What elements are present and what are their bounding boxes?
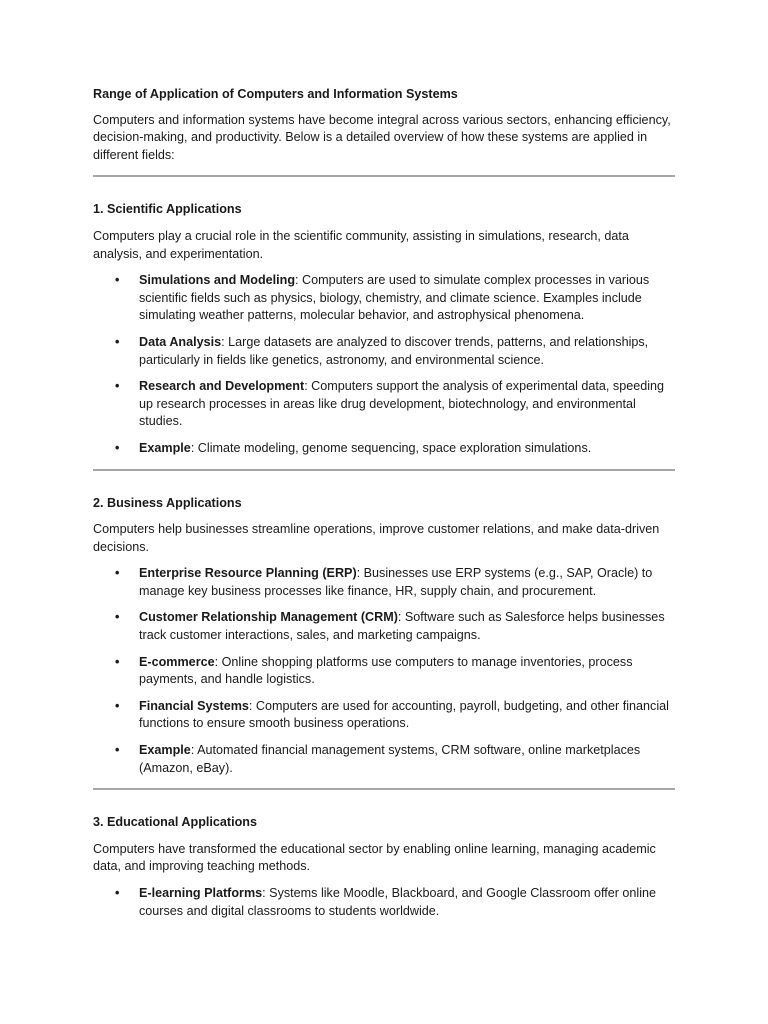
item-text: : Computers support the analysis of experimental data, speeding up research processes in areas like drug development, biotechnology, and environmental studies. [139, 379, 665, 429]
item-term: Example [139, 440, 191, 455]
item-term: Data Analysis [139, 334, 222, 349]
bullet-icon: • [115, 273, 120, 288]
item-text: : Online shopping platforms use computers to manage inventories, process payments, and handle logistics. [139, 654, 633, 687]
divider [93, 175, 675, 177]
bullet-icon: • [115, 743, 120, 758]
item-text: : Software such as Salesforce helps businesses track customer interactions, sales, and marketing campaigns. [139, 610, 665, 643]
item-term: Research and Development [139, 379, 305, 394]
item-text: : Systems like Moodle, Blackboard, and Google Classroom offer online courses and digital classrooms to students worldwide. [139, 886, 657, 918]
bullet-icon: • [115, 654, 120, 669]
bullet-icon: • [115, 440, 120, 455]
bullet-icon: • [115, 379, 120, 394]
bullet-icon: • [115, 566, 120, 581]
section-lead: Computers help businesses streamline operations, improve customer relations, and make data-driven decisions. [93, 522, 660, 554]
list-item [115, 885, 675, 920]
list-item [115, 654, 675, 689]
item-term: Simulations and Modeling [139, 273, 296, 288]
bullet-list [93, 272, 675, 457]
intro-paragraph: Computers and information systems have become integral across various sectors, enhancing efficiency, decision-making, and productivity. Below is a detailed overview of how these systems are applied in different fields: [93, 112, 671, 162]
document-page [93, 86, 675, 929]
list-item [115, 440, 675, 458]
bullet-icon: • [115, 698, 120, 713]
section-scientific [93, 201, 675, 457]
list-item [115, 698, 675, 733]
item-text: : Automated financial management systems, CRM software, online marketplaces (Amazon, eBay). [139, 743, 641, 775]
bullet-list [93, 565, 675, 777]
section-lead: Computers have transformed the educational sector by enabling online learning, managing academic data, and improving teaching methods. [93, 841, 656, 874]
item-term: Example [139, 743, 191, 758]
item-term: Financial Systems [139, 698, 249, 713]
section-educational [93, 814, 675, 920]
item-term: Customer Relationship Management (CRM) [139, 610, 398, 625]
bullet-list [93, 885, 675, 920]
bullet-icon: • [115, 886, 120, 900]
section-business [93, 495, 675, 778]
item-text: : Climate modeling, genome sequencing, space exploration simulations. [190, 440, 592, 455]
section-lead: Computers play a crucial role in the scientific community, assisting in simulations, research, data analysis, and experimentation. [93, 228, 629, 261]
item-term: Enterprise Resource Planning (ERP) [139, 566, 357, 581]
list-item [115, 742, 675, 777]
divider [93, 788, 675, 790]
list-item [115, 378, 675, 431]
item-text: : Businesses use ERP systems (e.g., SAP, Oracle) to manage key business processes like finance, HR, supply chain, and procurement. [139, 566, 653, 598]
document-title: Range of Application of Computers and Information Systems [93, 87, 458, 101]
section-heading: 3. Educational Applications [93, 815, 257, 830]
divider [93, 469, 675, 471]
list-item [115, 609, 675, 644]
item-text: : Large datasets are analyzed to discover trends, patterns, and relationships, particularly in fields like genetics, astronomy, and environmental science. [139, 334, 649, 367]
item-term: E-commerce [139, 654, 215, 669]
item-text: : Computers are used for accounting, payroll, budgeting, and other financial functions to ensure smooth business operations. [139, 698, 669, 731]
list-item [115, 272, 675, 325]
item-term: E-learning Platforms [139, 886, 263, 900]
bullet-icon: • [115, 610, 120, 625]
section-heading: 2. Business Applications [93, 495, 242, 510]
list-item [115, 565, 675, 600]
bullet-icon: • [115, 334, 120, 349]
section-heading: 1. Scientific Applications [93, 202, 242, 217]
list-item [115, 334, 675, 369]
item-text: : Computers are used to simulate complex processes in various scientific fields such as physics, biology, chemistry, and climate science. Examples include simulating weather patterns, molecular behavior, and astrophysical phenomena. [139, 273, 650, 323]
